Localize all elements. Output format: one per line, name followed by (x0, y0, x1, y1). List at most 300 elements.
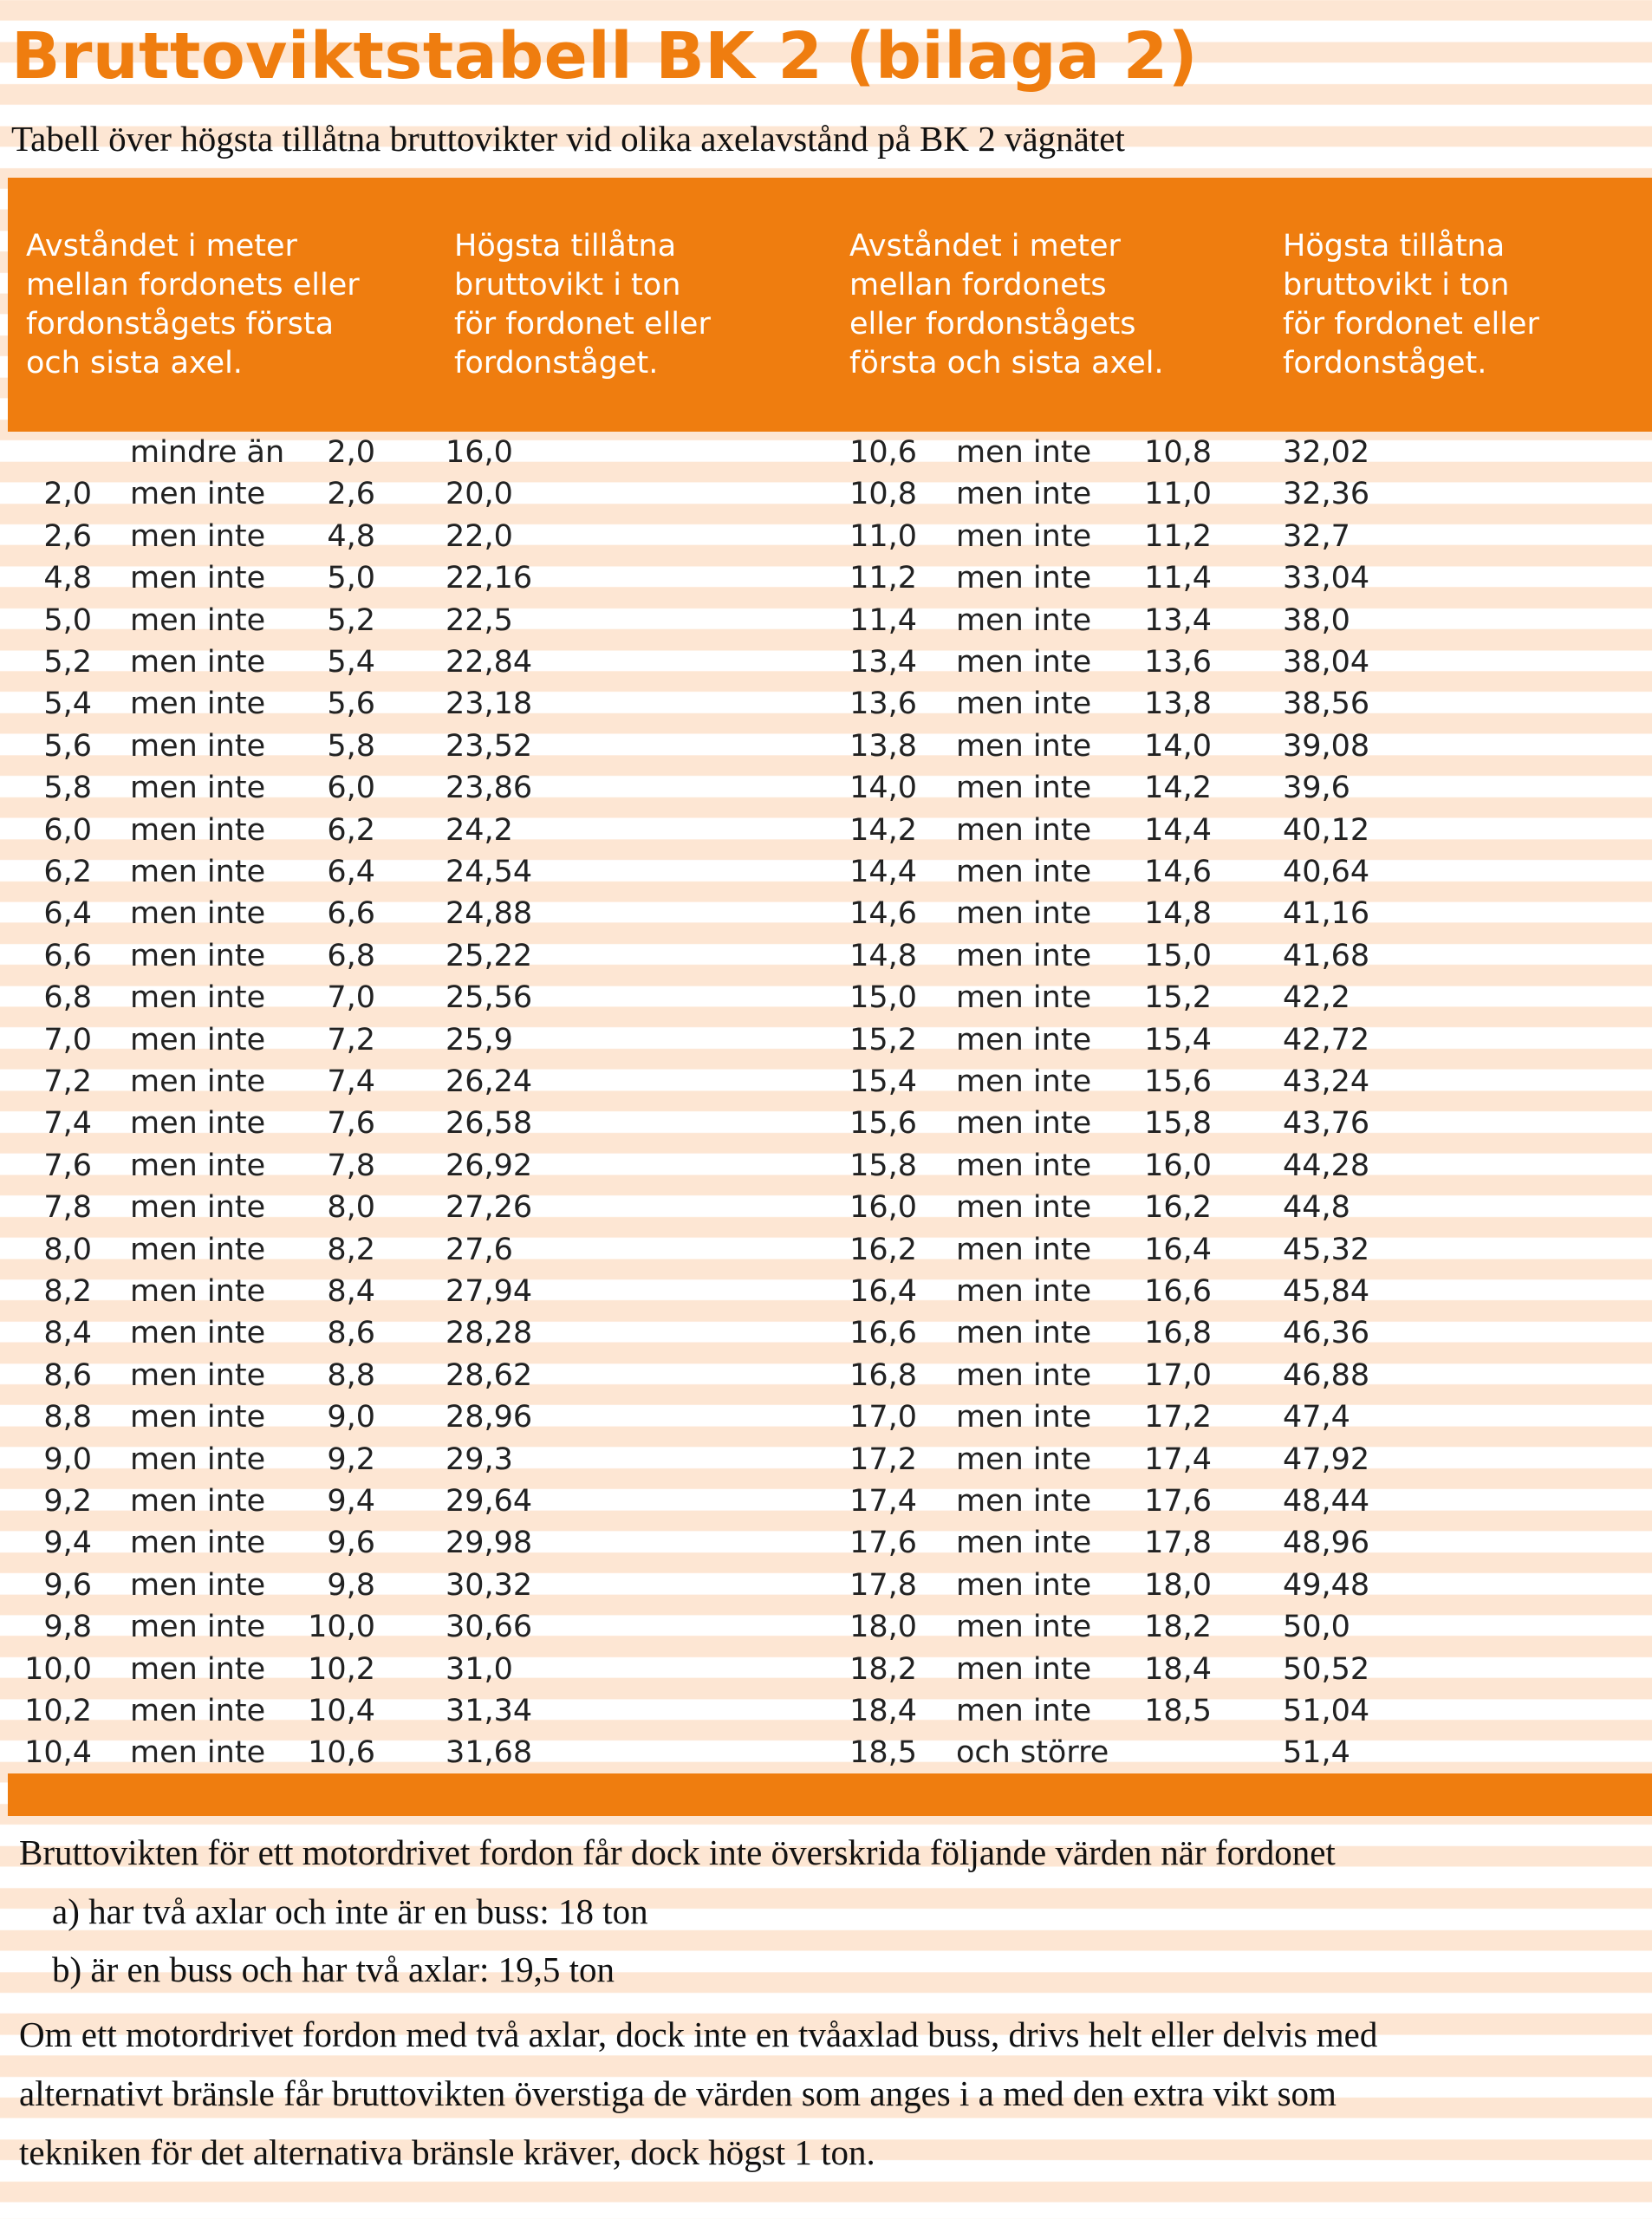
left-from-cell: 7,2 (43, 1064, 92, 1099)
right-relation-cell: och större (956, 1735, 1109, 1771)
left-from-cell: 9,4 (43, 1526, 92, 1561)
left-from-cell: 9,6 (43, 1567, 92, 1603)
table-footer-bar (8, 1773, 1652, 1816)
right-weight-cell: 42,2 (1283, 980, 1350, 1016)
left-weight-cell: 25,56 (446, 980, 533, 1016)
right-relation-cell: men inte (956, 1694, 1092, 1728)
right-to-cell: 16,0 (1144, 1148, 1212, 1183)
left-from-cell: 6,4 (43, 896, 92, 932)
right-from-cell: 10,8 (849, 477, 917, 512)
left-weight-cell: 23,18 (446, 687, 533, 722)
left-relation-cell: men inte (130, 1526, 266, 1561)
right-to-cell: 15,2 (1144, 980, 1212, 1016)
table-row (0, 1061, 1652, 1103)
table-row (0, 935, 1652, 977)
right-to-cell: 13,8 (1144, 687, 1212, 722)
right-to-cell: 14,4 (1144, 812, 1212, 848)
left-relation-cell: mindre än (130, 435, 285, 470)
left-relation-cell: men inte (130, 812, 266, 848)
left-from-cell: 8,4 (43, 1316, 92, 1351)
left-relation-cell: men inte (130, 1148, 266, 1183)
left-relation-cell: men inte (130, 1484, 266, 1519)
left-from-cell: 9,2 (43, 1484, 92, 1519)
left-relation-cell: men inte (130, 896, 266, 932)
right-relation-cell: men inte (956, 602, 1092, 638)
table-row (0, 1690, 1652, 1732)
left-relation-cell: men inte (130, 518, 266, 554)
left-relation-cell: men inte (130, 687, 266, 722)
left-to-cell: 2,6 (327, 477, 375, 512)
left-from-cell: 7,0 (43, 1022, 92, 1057)
right-weight-cell: 47,4 (1283, 1400, 1350, 1435)
left-relation-cell: men inte (130, 1651, 266, 1687)
left-relation-cell: men inte (130, 1316, 266, 1351)
right-to-cell: 17,4 (1144, 1441, 1212, 1477)
left-to-cell: 5,8 (327, 728, 375, 764)
right-relation-cell: men inte (956, 1022, 1092, 1057)
table-row (0, 851, 1652, 893)
left-to-cell: 7,6 (327, 1106, 375, 1142)
right-from-cell: 17,2 (849, 1441, 917, 1477)
table-row (0, 1355, 1652, 1396)
left-to-cell: 9,0 (327, 1400, 375, 1435)
notes-intro: Bruttovikten för ett motordrivet fordon får dock inte överskrida följande värden när fordonet (19, 1832, 1336, 1872)
left-weight-cell: 20,0 (446, 477, 513, 512)
right-relation-cell: men inte (956, 728, 1092, 764)
right-to-cell: 14,8 (1144, 896, 1212, 932)
left-relation-cell: men inte (130, 1064, 266, 1099)
left-to-cell: 7,8 (327, 1148, 375, 1183)
left-relation-cell: men inte (130, 645, 266, 680)
left-weight-cell: 26,24 (446, 1064, 533, 1099)
right-relation-cell: men inte (956, 938, 1092, 973)
right-weight-cell: 39,6 (1283, 771, 1350, 806)
left-weight-cell: 24,54 (446, 855, 533, 889)
right-from-cell: 16,4 (849, 1274, 917, 1309)
left-relation-cell: men inte (130, 1694, 266, 1728)
right-from-cell: 15,6 (849, 1106, 917, 1142)
table-row (0, 1522, 1652, 1564)
right-from-cell: 11,4 (849, 602, 917, 638)
left-to-cell: 6,8 (327, 938, 375, 973)
right-to-cell: 17,8 (1144, 1526, 1212, 1561)
notes-paragraph (19, 2005, 1652, 2182)
right-relation-cell: men inte (956, 1190, 1092, 1226)
left-to-cell: 6,0 (327, 771, 375, 806)
right-to-cell: 13,6 (1144, 645, 1212, 680)
right-weight-cell: 40,12 (1283, 812, 1370, 848)
notes-paragraph-line: tekniken för det alternativa bränsle kräver, dock högst 1 ton. (19, 2132, 875, 2172)
right-from-cell: 17,8 (849, 1567, 917, 1603)
left-to-cell: 5,2 (327, 602, 375, 638)
right-from-cell: 14,4 (849, 855, 917, 889)
left-to-cell: 2,0 (327, 435, 375, 470)
right-from-cell: 11,0 (849, 518, 917, 554)
left-weight-cell: 23,86 (446, 771, 533, 806)
left-to-cell: 7,0 (327, 980, 375, 1016)
right-relation-cell: men inte (956, 1400, 1092, 1435)
left-from-cell: 2,0 (43, 477, 92, 512)
right-from-cell: 16,8 (849, 1357, 917, 1393)
table-row (0, 1187, 1652, 1228)
right-weight-cell: 47,92 (1283, 1441, 1370, 1477)
notes-paragraph-line: Om ett motordrivet fordon med två axlar, dock inte en tvåaxlad buss, drivs helt eller delvis med (19, 2014, 1378, 2054)
page-subtitle: Tabell över högsta tillåtna bruttovikter vid olika axelavstånd på BK 2 vägnätet (11, 119, 1125, 159)
left-weight-cell: 29,98 (446, 1526, 533, 1561)
right-weight-cell: 41,16 (1283, 896, 1370, 932)
left-weight-cell: 27,94 (446, 1274, 533, 1309)
right-weight-cell: 41,68 (1283, 938, 1370, 973)
left-weight-cell: 29,3 (446, 1441, 513, 1477)
left-from-cell: 9,8 (43, 1610, 92, 1645)
right-from-cell: 17,0 (849, 1400, 917, 1435)
table-row (0, 810, 1652, 851)
table-row (0, 557, 1652, 599)
left-from-cell: 8,0 (43, 1232, 92, 1267)
left-to-cell: 6,4 (327, 855, 375, 889)
right-from-cell: 18,0 (849, 1610, 917, 1645)
left-to-cell: 9,4 (327, 1484, 375, 1519)
right-from-cell: 16,0 (849, 1190, 917, 1226)
right-relation-cell: men inte (956, 1064, 1092, 1099)
left-to-cell: 5,0 (327, 561, 375, 596)
left-from-cell: 7,4 (43, 1106, 92, 1142)
right-to-cell: 18,0 (1144, 1567, 1212, 1603)
left-to-cell: 10,2 (308, 1651, 375, 1687)
left-from-cell: 8,8 (43, 1400, 92, 1435)
left-to-cell: 8,2 (327, 1232, 375, 1267)
right-from-cell: 14,8 (849, 938, 917, 973)
left-weight-cell: 28,62 (446, 1357, 533, 1393)
left-from-cell: 6,8 (43, 980, 92, 1016)
right-to-cell: 15,0 (1144, 938, 1212, 973)
left-weight-cell: 16,0 (446, 435, 513, 470)
left-from-cell: 7,8 (43, 1190, 92, 1226)
right-to-cell: 15,8 (1144, 1106, 1212, 1142)
left-relation-cell: men inte (130, 980, 266, 1016)
right-to-cell: 17,0 (1144, 1357, 1212, 1393)
notes-item-b: b) är en buss och har två axlar: 19,5 ton (52, 1949, 615, 1989)
left-weight-cell: 26,92 (446, 1148, 533, 1183)
right-weight-cell: 46,36 (1283, 1316, 1370, 1351)
right-weight-cell: 32,7 (1283, 518, 1350, 554)
right-relation-cell: men inte (956, 477, 1092, 512)
left-from-cell: 5,2 (43, 645, 92, 680)
left-from-cell: 5,6 (43, 728, 92, 764)
table-row (0, 1649, 1652, 1690)
left-relation-cell: men inte (130, 602, 266, 638)
left-relation-cell: men inte (130, 1441, 266, 1477)
left-weight-cell: 26,58 (446, 1106, 533, 1142)
right-relation-cell: men inte (956, 435, 1092, 470)
left-weight-cell: 24,88 (446, 896, 533, 932)
right-weight-cell: 42,72 (1283, 1022, 1370, 1057)
right-to-cell: 13,4 (1144, 602, 1212, 638)
left-weight-cell: 25,9 (446, 1022, 513, 1057)
right-weight-cell: 43,24 (1283, 1064, 1370, 1099)
right-relation-cell: men inte (956, 645, 1092, 680)
right-weight-cell: 50,52 (1283, 1651, 1370, 1687)
left-to-cell: 6,2 (327, 812, 375, 848)
right-from-cell: 13,4 (849, 645, 917, 680)
left-from-cell: 6,6 (43, 938, 92, 973)
right-relation-cell: men inte (956, 1106, 1092, 1142)
right-relation-cell: men inte (956, 855, 1092, 889)
right-to-cell: 16,8 (1144, 1316, 1212, 1351)
left-to-cell: 7,2 (327, 1022, 375, 1057)
right-weight-cell: 50,0 (1283, 1610, 1350, 1645)
left-weight-cell: 27,6 (446, 1232, 513, 1267)
left-weight-cell: 30,32 (446, 1567, 533, 1603)
right-from-cell: 11,2 (849, 561, 917, 596)
right-to-cell: 15,6 (1144, 1064, 1212, 1099)
right-from-cell: 15,4 (849, 1064, 917, 1099)
left-weight-cell: 22,0 (446, 518, 513, 554)
right-to-cell: 11,0 (1144, 477, 1212, 512)
left-from-cell: 5,4 (43, 687, 92, 722)
right-to-cell: 18,5 (1144, 1694, 1212, 1728)
right-weight-cell: 48,96 (1283, 1526, 1370, 1561)
table-row (0, 683, 1652, 725)
right-relation-cell: men inte (956, 1651, 1092, 1687)
left-weight-cell: 22,5 (446, 602, 513, 638)
left-to-cell: 9,2 (327, 1441, 375, 1477)
left-relation-cell: men inte (130, 1106, 266, 1142)
table-row (0, 977, 1652, 1018)
right-relation-cell: men inte (956, 1441, 1092, 1477)
right-relation-cell: men inte (956, 518, 1092, 554)
right-relation-cell: men inte (956, 1526, 1092, 1561)
table-row (0, 641, 1652, 683)
right-from-cell: 17,6 (849, 1526, 917, 1561)
right-from-cell: 15,0 (849, 980, 917, 1016)
right-to-cell: 16,4 (1144, 1232, 1212, 1267)
right-to-cell: 16,2 (1144, 1190, 1212, 1226)
left-to-cell: 8,6 (327, 1316, 375, 1351)
table-row (0, 1439, 1652, 1480)
left-from-cell: 6,0 (43, 812, 92, 848)
table-row (0, 1271, 1652, 1312)
table-row (0, 726, 1652, 767)
left-relation-cell: men inte (130, 561, 266, 596)
right-relation-cell: men inte (956, 1484, 1092, 1519)
right-weight-cell: 33,04 (1283, 561, 1370, 596)
right-from-cell: 16,6 (849, 1316, 917, 1351)
right-from-cell: 18,2 (849, 1651, 917, 1687)
right-relation-cell: men inte (956, 1148, 1092, 1183)
header-left-weight: Högsta tillåtna bruttovikt i ton för fordonet eller fordonståget. (454, 229, 711, 381)
notes-item-a: a) har två axlar och inte är en buss: 18 ton (52, 1891, 648, 1931)
right-relation-cell: men inte (956, 1232, 1092, 1267)
right-relation-cell: men inte (956, 1357, 1092, 1393)
right-weight-cell: 38,04 (1283, 645, 1370, 680)
table-row (0, 893, 1652, 934)
header-right-weight: Högsta tillåtna bruttovikt i ton för fordonet eller fordonståget. (1283, 229, 1539, 381)
left-from-cell: 6,2 (43, 855, 92, 889)
left-weight-cell: 22,84 (446, 645, 533, 680)
left-to-cell: 8,8 (327, 1357, 375, 1393)
left-relation-cell: men inte (130, 1022, 266, 1057)
left-relation-cell: men inte (130, 1610, 266, 1645)
table-row (0, 767, 1652, 809)
left-from-cell: 10,0 (24, 1651, 92, 1687)
right-from-cell: 13,8 (849, 728, 917, 764)
table-row (0, 1145, 1652, 1187)
right-weight-cell: 38,0 (1283, 602, 1350, 638)
right-weight-cell: 43,76 (1283, 1106, 1370, 1142)
left-to-cell: 5,6 (327, 687, 375, 722)
left-relation-cell: men inte (130, 1735, 266, 1771)
right-from-cell: 10,6 (849, 435, 917, 470)
left-weight-cell: 28,28 (446, 1316, 533, 1351)
right-to-cell: 11,4 (1144, 561, 1212, 596)
right-relation-cell: men inte (956, 1610, 1092, 1645)
header-right-distance: Avståndet i meter mellan fordonets eller fordonstågets första och sista axel. (849, 229, 1164, 381)
left-relation-cell: men inte (130, 1567, 266, 1603)
left-relation-cell: men inte (130, 1274, 266, 1309)
right-weight-cell: 48,44 (1283, 1484, 1370, 1519)
right-relation-cell: men inte (956, 687, 1092, 722)
left-weight-cell: 27,26 (446, 1190, 533, 1226)
right-relation-cell: men inte (956, 561, 1092, 596)
right-weight-cell: 38,56 (1283, 687, 1370, 722)
right-to-cell: 17,2 (1144, 1400, 1212, 1435)
right-to-cell: 18,4 (1144, 1651, 1212, 1687)
left-from-cell: 2,6 (43, 518, 92, 554)
right-weight-cell: 49,48 (1283, 1567, 1370, 1603)
left-from-cell: 4,8 (43, 561, 92, 596)
left-to-cell: 10,0 (308, 1610, 375, 1645)
right-from-cell: 15,2 (849, 1022, 917, 1057)
table-row (0, 1229, 1652, 1271)
right-relation-cell: men inte (956, 812, 1092, 848)
right-weight-cell: 45,32 (1283, 1232, 1370, 1267)
left-relation-cell: men inte (130, 728, 266, 764)
left-from-cell: 8,2 (43, 1274, 92, 1309)
right-relation-cell: men inte (956, 1567, 1092, 1603)
left-from-cell: 7,6 (43, 1148, 92, 1183)
right-to-cell: 14,6 (1144, 855, 1212, 889)
page-title: Bruttoviktstabell BK 2 (bilaga 2) (11, 19, 1199, 94)
right-from-cell: 13,6 (849, 687, 917, 722)
left-to-cell: 6,6 (327, 896, 375, 932)
right-from-cell: 15,8 (849, 1148, 917, 1183)
right-to-cell: 15,4 (1144, 1022, 1212, 1057)
right-to-cell: 14,2 (1144, 771, 1212, 806)
right-weight-cell: 45,84 (1283, 1274, 1370, 1309)
right-weight-cell: 40,64 (1283, 855, 1370, 889)
right-relation-cell: men inte (956, 1316, 1092, 1351)
left-to-cell: 4,8 (327, 518, 375, 554)
left-weight-cell: 31,34 (446, 1694, 533, 1728)
right-to-cell: 18,2 (1144, 1610, 1212, 1645)
right-to-cell: 11,2 (1144, 518, 1212, 554)
header-left-distance: Avståndet i meter mellan fordonets eller fordonstågets första och sista axel. (26, 229, 360, 381)
left-to-cell: 8,0 (327, 1190, 375, 1226)
right-to-cell: 10,8 (1144, 435, 1212, 470)
right-weight-cell: 44,28 (1283, 1148, 1370, 1183)
table-row (0, 1103, 1652, 1144)
left-to-cell: 7,4 (327, 1064, 375, 1099)
left-weight-cell: 28,96 (446, 1400, 533, 1435)
right-weight-cell: 51,04 (1283, 1694, 1370, 1728)
right-to-cell: 17,6 (1144, 1484, 1212, 1519)
right-relation-cell: men inte (956, 896, 1092, 932)
left-from-cell: 5,0 (43, 602, 92, 638)
left-from-cell: 8,6 (43, 1357, 92, 1393)
right-relation-cell: men inte (956, 771, 1092, 806)
table-row (0, 473, 1652, 515)
right-from-cell: 14,0 (849, 771, 917, 806)
left-relation-cell: men inte (130, 855, 266, 889)
right-weight-cell: 32,36 (1283, 477, 1370, 512)
left-to-cell: 8,4 (327, 1274, 375, 1309)
right-weight-cell: 39,08 (1283, 728, 1370, 764)
left-to-cell: 9,8 (327, 1567, 375, 1603)
table-row (0, 600, 1652, 641)
right-from-cell: 14,6 (849, 896, 917, 932)
left-to-cell: 5,4 (327, 645, 375, 680)
left-relation-cell: men inte (130, 477, 266, 512)
right-to-cell: 14,0 (1144, 728, 1212, 764)
left-weight-cell: 23,52 (446, 728, 533, 764)
table-header (8, 178, 1652, 432)
table-row (0, 1312, 1652, 1354)
right-weight-cell: 44,8 (1283, 1190, 1350, 1226)
left-from-cell: 5,8 (43, 771, 92, 806)
right-weight-cell: 32,02 (1283, 435, 1370, 470)
left-weight-cell: 31,0 (446, 1651, 513, 1687)
right-relation-cell: men inte (956, 1274, 1092, 1309)
left-from-cell: 9,0 (43, 1441, 92, 1477)
left-weight-cell: 30,66 (446, 1610, 533, 1645)
left-relation-cell: men inte (130, 938, 266, 973)
left-from-cell: 10,2 (24, 1694, 92, 1728)
left-from-cell: 10,4 (24, 1735, 92, 1771)
left-weight-cell: 31,68 (446, 1735, 533, 1771)
left-weight-cell: 25,22 (446, 938, 533, 973)
left-weight-cell: 22,16 (446, 561, 533, 596)
left-weight-cell: 24,2 (446, 812, 513, 848)
table-body (0, 432, 1652, 1771)
right-from-cell: 17,4 (849, 1484, 917, 1519)
left-relation-cell: men inte (130, 1232, 266, 1267)
left-relation-cell: men inte (130, 1357, 266, 1393)
right-from-cell: 14,2 (849, 812, 917, 848)
table-row (0, 1565, 1652, 1606)
left-relation-cell: men inte (130, 771, 266, 806)
right-from-cell: 18,4 (849, 1694, 917, 1728)
table-row (0, 1732, 1652, 1773)
right-relation-cell: men inte (956, 980, 1092, 1016)
right-weight-cell: 46,88 (1283, 1357, 1370, 1393)
table-row (0, 1396, 1652, 1438)
table-row (0, 432, 1652, 473)
left-to-cell: 10,4 (308, 1694, 375, 1728)
table-row (0, 516, 1652, 557)
right-to-cell: 16,6 (1144, 1274, 1212, 1309)
table-row (0, 1480, 1652, 1522)
notes-paragraph-line: alternativt bränsle får bruttovikten överstiga de värden som anges i a med den extra vikt som (19, 2073, 1337, 2113)
table-row (0, 1019, 1652, 1061)
right-from-cell: 16,2 (849, 1232, 917, 1267)
right-weight-cell: 51,4 (1283, 1735, 1350, 1771)
left-relation-cell: men inte (130, 1190, 266, 1226)
left-weight-cell: 29,64 (446, 1484, 533, 1519)
right-from-cell: 18,5 (849, 1735, 917, 1771)
left-to-cell: 10,6 (308, 1735, 375, 1771)
table-row (0, 1606, 1652, 1648)
